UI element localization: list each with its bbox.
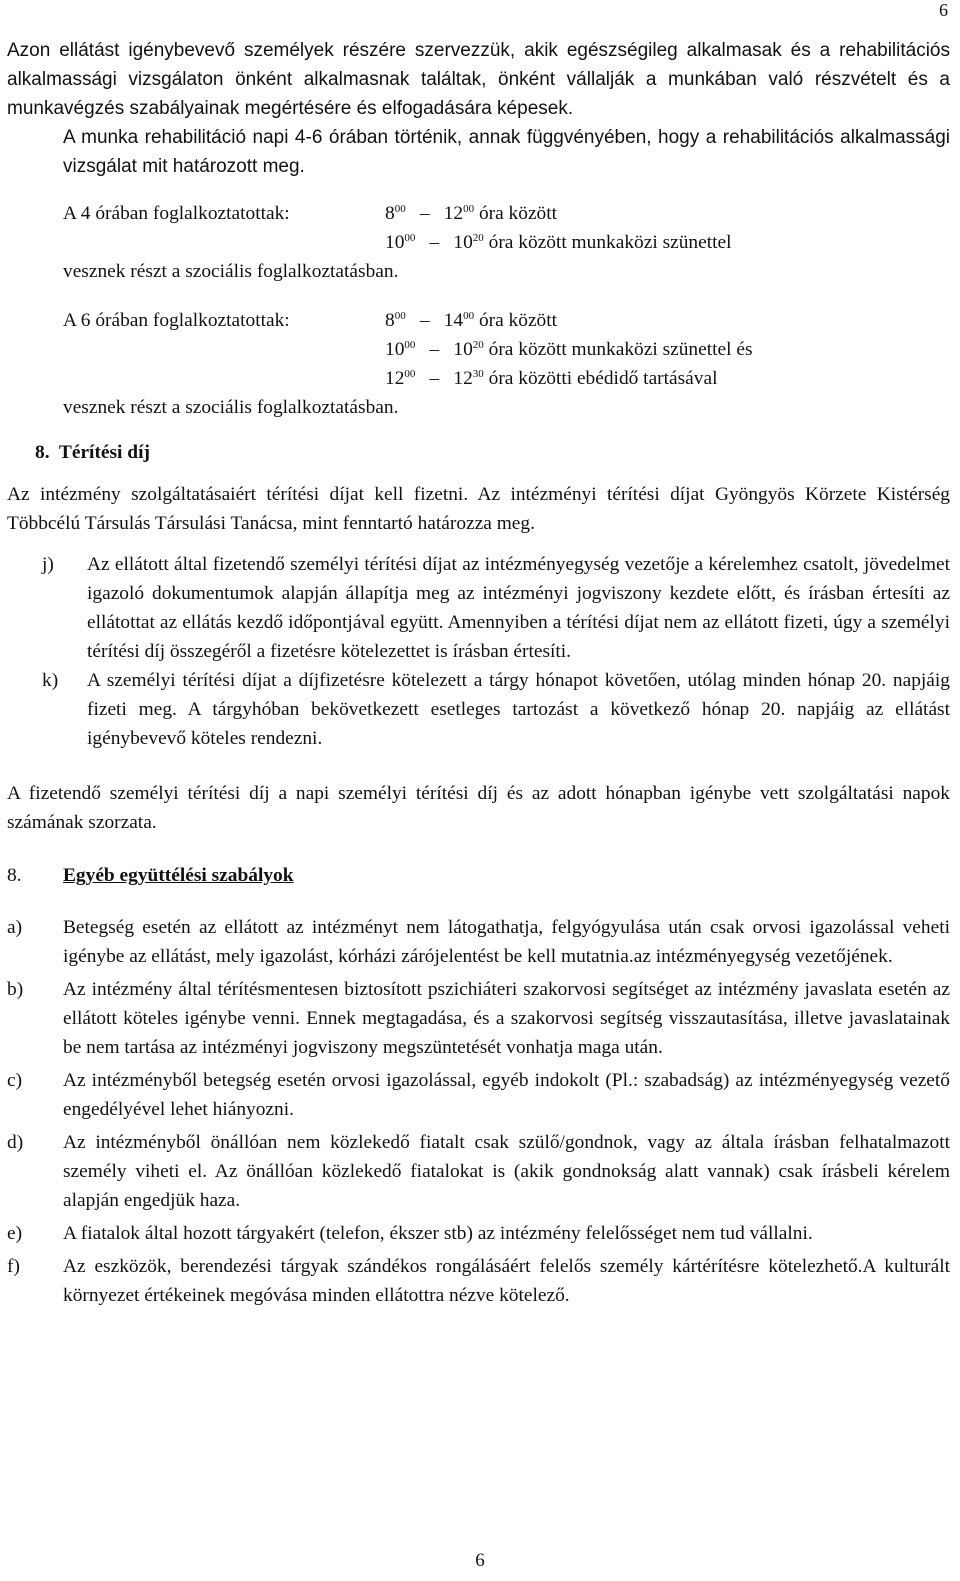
schedule-time: $10^{00} - 10^{20}$ óra között munkaközi szünettel [385, 232, 732, 253]
schedule-6-hours [7, 306, 950, 422]
list-item: j) Az ellátott által fizetendő személyi térítési díjat az intézményegység vezetője a kérelemhez csatolt, jövedelmet igazoló dokumentumok alapján állapítja meg az intézményi jogviszony kezdete előtt, és írásban értesíti az ellátottat az ellátás kezdő időpontjával együtt. Amennyiben a térítési díjat nem az ellátott fizeti, úgy a személyi térítési díj összegéről a fizetésre kötelezettet is írásban értesíti. [42, 554, 950, 662]
schedule-row [7, 306, 950, 335]
section-heading-rules: 8. Egyéb együttélési szabályok [7, 865, 294, 886]
schedule-row [7, 335, 950, 364]
schedule-time: $10^{00} - 10^{20}$ óra között munkaközi szünettel és [385, 339, 753, 360]
page-number-bottom: 6 [475, 1550, 485, 1571]
intro-paragraph-1: Azon ellátást igénybevevő személyek részére szervezzük, akik egészségileg alkalmasak és a rehabilitációs alkalmassági vizsgálaton önként alkalmasnak találtak, önként vállalják a munkában való részvételt és a munkavégzés szabályainak megértésére és elfogadására képesek. [7, 40, 950, 119]
list-item: k) A személyi térítési díjat a díjfizetésre kötelezett a tárgy hónapot követően, utólag minden hónap 20. napjáig fizeti meg. A tárgyhóban bekövetkezett esetleges tartozást a következő hónap 20. napjáig az ellátást igénybevevő köteles rendezni. [42, 670, 950, 749]
list-item: b) Az intézmény által térítésmentesen biztosított pszichiáteri szakorvosi segítséget az intézmény javaslata esetén az ellátott köteles igénybe venni. Ennek megtagadása, és a szakorvosi segítség visszautasítása, illetve javaslatainak be nem tartása az intézményi jogviszony megszüntetését vonhatja maga után. [7, 979, 950, 1058]
fees-list [7, 550, 950, 753]
list-item: d) Az intézményből önállóan nem közlekedő fiatalt csak szülő/gondnok, vagy az általa írásban felhatalmazott személy viheti el. Az önállóan közlekedő fiatalokat is (akik gondnokság alatt vannak) csak írásbeli kérelem alapján engedjük haza. [7, 1132, 950, 1211]
list-item: f) Az eszközök, berendezési tárgyak szándékos rongálásáért felelős személy kártérítésre kötelezhető.A kulturált környezet értékeinek megóvása minden ellátottra nézve kötelező. [7, 1256, 950, 1306]
schedule-time: $12^{00} - 12^{30}$ óra közötti ebédidő tartásával [385, 368, 718, 389]
section-heading-fees: 8. Térítési díj [35, 442, 150, 463]
schedule-row [7, 228, 950, 257]
list-item: c) Az intézményből betegség esetén orvosi igazolással, egyéb indokolt (Pl.: szabadság) az intézményegység vezető engedélyével lehet hiányozni. [7, 1070, 950, 1120]
page-number-top: 6 [939, 0, 948, 20]
schedule-row [7, 199, 950, 228]
fees-closing-paragraph: A fizetendő személyi térítési díj a napi személyi térítési díj és az adott hónapban igénybe vett szolgáltatási napok számának szorzata. [7, 783, 950, 833]
schedule-time: $8^{00} - 12^{00}$ óra között [385, 203, 558, 224]
rules-list [7, 913, 950, 1310]
fees-paragraph: Az intézmény szolgáltatásaiért térítési díjat kell fizetni. Az intézményi térítési díjat Gyöngyös Körzete Kistérség Többcélú Társulás Társulási Tanácsa, mint fenntartó határozza meg. [7, 484, 950, 534]
list-item: e) A fiatalok által hozott tárgyakért (telefon, ékszer stb) az intézmény felelősséget nem tud vállalni. [7, 1223, 813, 1244]
intro-paragraph-2: A munka rehabilitáció napi 4-6 órában történik, annak függvényében, hogy a rehabilitációs alkalmassági vizsgálat mit határozott meg. [63, 127, 950, 177]
list-item: a) Betegség esetén az ellátott az intézményt nem látogathatja, felgyógyulása után csak orvosi igazolással veheti igénybe az ellátást, mely igazolást, kórházi zárójelentést be kell mutatnia.az intézményegység vezetőjének. [7, 917, 950, 967]
schedule-4-hours [7, 199, 950, 286]
schedule-label: A 4 órában foglalkoztatottak: [63, 203, 290, 224]
schedule-label: A 6 órában foglalkoztatottak: [63, 310, 290, 331]
schedule-closing: vesznek részt a szociális foglalkoztatásban. [63, 397, 399, 418]
schedule-time: $8^{00} - 14^{00}$ óra között [385, 310, 558, 331]
schedule-closing: vesznek részt a szociális foglalkoztatásban. [63, 261, 399, 282]
schedule-row [7, 364, 950, 393]
intro-section [7, 36, 950, 181]
document-body [7, 36, 950, 1310]
